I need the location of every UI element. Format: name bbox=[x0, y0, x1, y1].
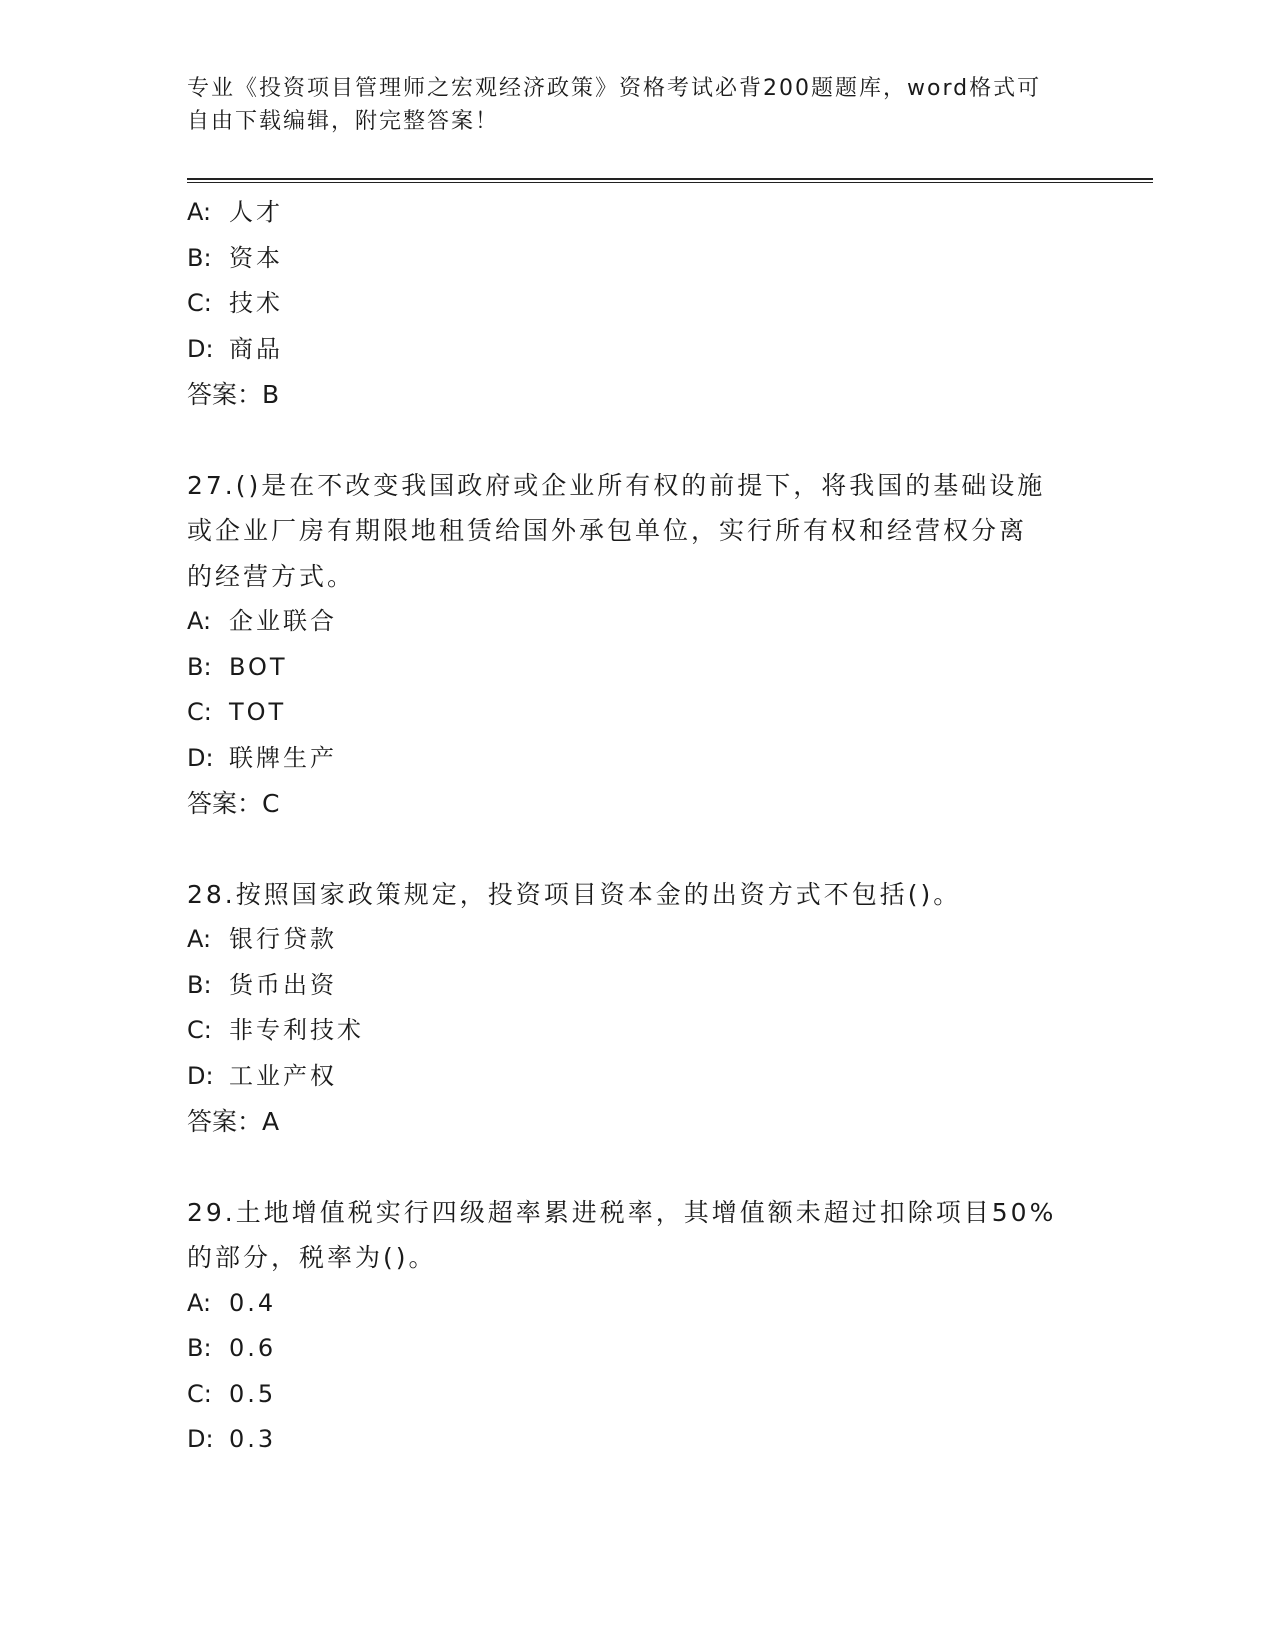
question-text-line: 27.()是在不改变我国政府或企业所有权的前提下，将我国的基础设施 bbox=[187, 470, 1046, 500]
option-key: B: bbox=[187, 243, 212, 272]
option-d bbox=[187, 736, 1087, 782]
option-text: 非专利技术 bbox=[229, 1016, 364, 1044]
question-27 bbox=[187, 463, 1087, 827]
option-a bbox=[187, 190, 1087, 236]
option-text: BOT bbox=[229, 652, 288, 681]
option-a bbox=[187, 1281, 1087, 1327]
option-text: 资本 bbox=[229, 243, 283, 272]
option-text: 0.4 bbox=[229, 1288, 277, 1317]
spacer bbox=[187, 418, 1087, 463]
answer-line: 答案：B bbox=[187, 380, 280, 409]
spacer bbox=[187, 827, 1087, 872]
option-b bbox=[187, 963, 1087, 1009]
option-c bbox=[187, 1008, 1087, 1054]
option-c bbox=[187, 281, 1087, 327]
header-divider bbox=[187, 178, 1153, 183]
option-text: 工业产权 bbox=[229, 1061, 337, 1090]
option-key: B: bbox=[187, 652, 212, 681]
option-text: TOT bbox=[229, 698, 287, 726]
option-b bbox=[187, 645, 1087, 691]
question-text-line: 的部分，税率为()。 bbox=[187, 1243, 437, 1272]
option-c bbox=[187, 1372, 1087, 1418]
option-key: D: bbox=[187, 743, 214, 772]
option-key: B: bbox=[187, 970, 212, 999]
option-text: 商品 bbox=[229, 334, 283, 363]
option-key: A: bbox=[187, 607, 212, 635]
question-text-line: 29.土地增值税实行四级超率累进税率，其增值额未超过扣除项目50% bbox=[187, 1197, 1057, 1227]
option-key: D: bbox=[187, 1425, 214, 1453]
option-a bbox=[187, 599, 1087, 645]
option-d bbox=[187, 1054, 1087, 1100]
option-text: 银行贷款 bbox=[229, 925, 337, 953]
question-28 bbox=[187, 872, 1087, 1145]
option-text: 企业联合 bbox=[229, 607, 337, 635]
question-text bbox=[187, 1190, 1067, 1281]
option-key: A: bbox=[187, 198, 212, 226]
document-header bbox=[187, 72, 1067, 138]
option-key: D: bbox=[187, 1061, 214, 1090]
option-text: 技术 bbox=[229, 289, 283, 317]
option-d bbox=[187, 327, 1087, 373]
header-line-1: 专业《投资项目管理师之宏观经济政策》资格考试必背200题题库，word格式可 bbox=[187, 76, 1042, 101]
question-text-line: 或企业厂房有期限地租赁给国外承包单位，实行所有权和经营权分离 bbox=[187, 516, 1028, 545]
option-d bbox=[187, 1417, 1087, 1463]
option-key: C: bbox=[187, 289, 212, 317]
spacer bbox=[187, 1145, 1087, 1190]
option-key: A: bbox=[187, 925, 212, 953]
option-key: C: bbox=[187, 698, 212, 726]
option-key: D: bbox=[187, 334, 214, 363]
option-text: 联牌生产 bbox=[229, 743, 337, 772]
header-line-2: 自由下载编辑，附完整答案！ bbox=[187, 109, 500, 134]
option-b bbox=[187, 1326, 1087, 1372]
option-key: C: bbox=[187, 1379, 212, 1408]
answer-line: 答案：A bbox=[187, 1107, 280, 1136]
option-text: 人才 bbox=[229, 198, 283, 226]
option-b bbox=[187, 236, 1087, 282]
question-text-line: 的经营方式。 bbox=[187, 561, 356, 591]
question-text-line: 28.按照国家政策规定，投资项目资本金的出资方式不包括()。 bbox=[187, 879, 962, 909]
question-text bbox=[187, 872, 1067, 918]
option-a bbox=[187, 917, 1087, 963]
option-key: C: bbox=[187, 1016, 212, 1044]
option-c bbox=[187, 690, 1087, 736]
question-29 bbox=[187, 1190, 1087, 1463]
option-text: 0.5 bbox=[229, 1379, 277, 1408]
option-text: 货币出资 bbox=[229, 970, 337, 999]
option-key: B: bbox=[187, 1334, 212, 1362]
option-key: A: bbox=[187, 1288, 212, 1317]
question-26 bbox=[187, 190, 1087, 418]
answer-line: 答案：C bbox=[187, 789, 280, 818]
question-text bbox=[187, 463, 1067, 600]
option-text: 0.6 bbox=[229, 1334, 277, 1362]
option-text: 0.3 bbox=[229, 1425, 277, 1453]
question-list bbox=[187, 190, 1087, 1463]
